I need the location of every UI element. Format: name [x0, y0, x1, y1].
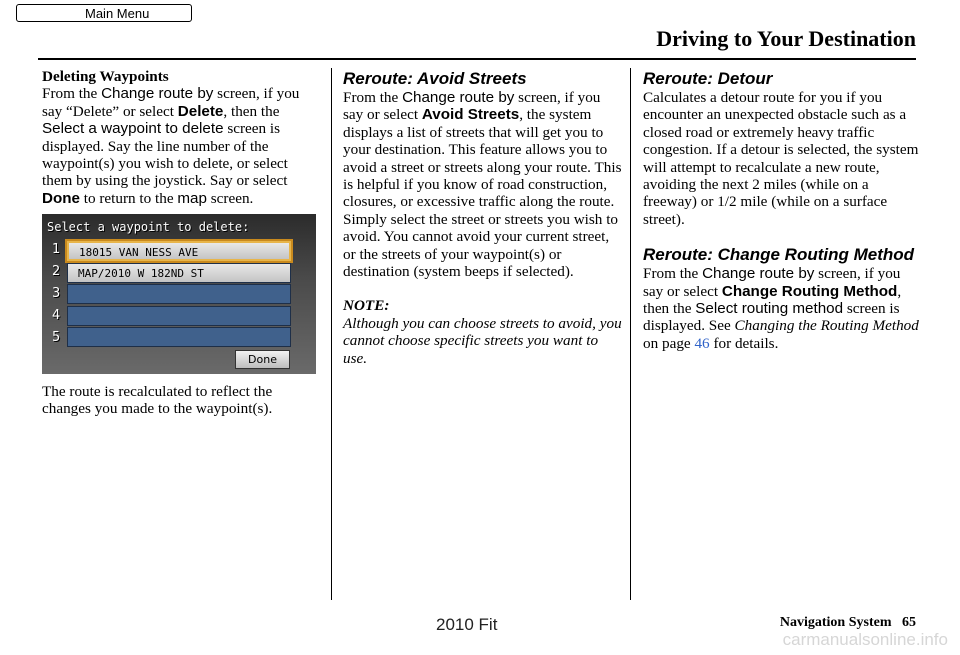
column-avoid-streets [343, 68, 623, 367]
waypoint-number: 5 [52, 330, 61, 345]
waypoint-row[interactable]: 18015 VAN NESS AVE [67, 241, 291, 261]
paragraph-avoid-streets [343, 89, 623, 280]
ui-term-select-waypoint: Select a waypoint to delete [42, 120, 224, 138]
waypoint-row[interactable] [67, 284, 291, 304]
heading-detour: Reroute: Detour [643, 69, 773, 88]
ui-term-map: map [177, 189, 207, 207]
waypoint-number: 4 [52, 308, 61, 323]
text: The route is recalculated to reflect the changes you made to the waypoint(s). [42, 383, 273, 418]
text: on page [643, 334, 695, 352]
waypoint-row[interactable] [67, 306, 291, 326]
text: screen, if you say “Delete” or select [42, 85, 300, 120]
waypoint-delete-screen [42, 214, 316, 374]
text: screen is displayed. See [643, 300, 900, 335]
text: , the system displays a list of streets that will get you to your destination. This feature allows you to avoid a street or streets along your route. This is helpful if you know of road construction, closures, or excessive traffic along the route. Simply select the street or streets you wish to avoid. You cannot avoid your current street, or the streets of your waypoint(s) or destination (system beeps if selected). [343, 106, 622, 281]
note-label: NOTE: [343, 297, 390, 315]
paragraph-deleting-waypoints [42, 85, 320, 207]
text: for details. [709, 334, 779, 352]
screen-title: Select a waypoint to delete: [47, 220, 250, 234]
heading-deleting-waypoints: Deleting Waypoints [42, 68, 169, 85]
heading-avoid-streets: Reroute: Avoid Streets [343, 69, 527, 88]
text: , then the [223, 102, 280, 120]
text: screen. [206, 189, 254, 207]
ui-term-delete: Delete [177, 102, 224, 120]
column-divider [331, 68, 332, 600]
footer-nav-label: Navigation System [779, 615, 892, 630]
footer-page-label [780, 615, 916, 631]
header-rule [38, 58, 916, 60]
paragraph-route-recalculated [42, 383, 320, 418]
column-deleting-waypoints [42, 68, 320, 207]
text: , then the [643, 282, 902, 318]
main-menu-button[interactable]: Main Menu [16, 4, 192, 22]
waypoint-row[interactable]: MAP/2010 W 182ND ST [67, 263, 291, 283]
text: From the [343, 89, 403, 106]
text: to return to the [79, 189, 178, 207]
done-button[interactable]: Done [235, 350, 290, 369]
note-text: Although you can choose streets to avoid, you cannot choose specific streets you want to use. [343, 314, 622, 367]
text: screen is displayed. Say the line number of the waypoint(s) you wish to delete, or select them by using the joystick. Say or select [42, 120, 288, 190]
ui-term-change-route-by: Change route by [101, 85, 214, 103]
page-title: Driving to Your Destination [656, 26, 916, 51]
page-number: 65 [902, 615, 916, 630]
waypoint-number: 1 [52, 242, 61, 257]
text: screen, if you say or select [643, 265, 901, 300]
column-detour [643, 68, 919, 352]
waypoint-number: 3 [52, 286, 61, 301]
column-divider [630, 68, 631, 600]
cross-reference-title: Changing the Routing Method [734, 317, 919, 335]
text: screen, if you say or select [343, 89, 601, 124]
page-link-46[interactable]: 46 [694, 334, 710, 352]
ui-term-done: Done [42, 189, 80, 207]
ui-term-change-route-by: Change route by [402, 89, 515, 106]
waypoint-number: 2 [52, 264, 61, 279]
text: From the [643, 265, 703, 283]
ui-term-select-routing-method: Select routing method [695, 300, 844, 318]
ui-term-change-routing-method: Change Routing Method [721, 282, 898, 300]
waypoint-row[interactable] [67, 327, 291, 347]
watermark: carmanualsonline.info [782, 630, 948, 649]
ui-term-avoid-streets: Avoid Streets [421, 106, 520, 124]
footer-model: 2010 Fit [436, 615, 498, 634]
paragraph-change-routing-method [643, 265, 919, 352]
ui-term-change-route-by: Change route by [702, 265, 815, 283]
text: From the [42, 85, 102, 103]
heading-change-routing-method: Reroute: Change Routing Method [643, 245, 915, 265]
paragraph-detour: Calculates a detour route for you if you encounter an unexpected obstacle such as a closed road or extremely heavy traffic congestion. If a detour is selected, the system will attempt to recalculate a new route, avoiding the next 2 miles (while on a freeway) or 1/2 mile (while on a surface street). [643, 89, 919, 228]
